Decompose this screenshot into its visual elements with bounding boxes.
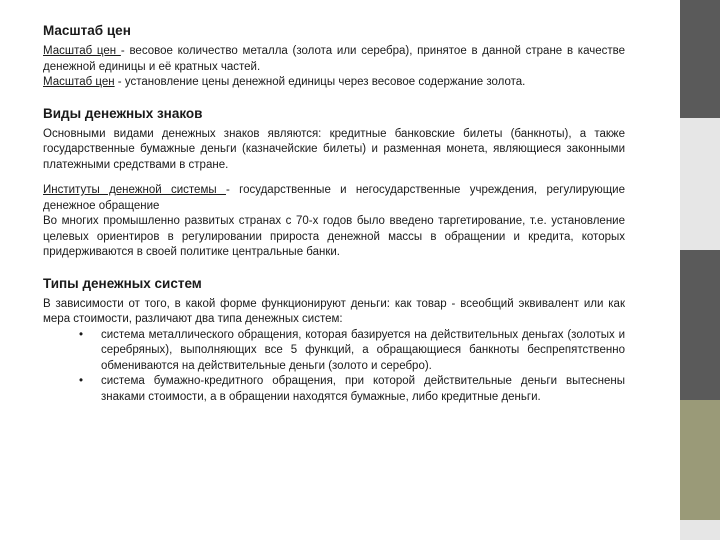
text-price-scale-definition: - весовое количество металла (золота или серебра), принятое в данной стране в качестве денежной единицы и её кратных частей. (43, 45, 625, 73)
slide-content (43, 22, 625, 405)
paragraph-monetary-institutions (43, 183, 625, 214)
monetary-systems-list (43, 328, 625, 406)
term-price-scale-2: Масштаб цен (43, 76, 115, 88)
list-item-text: система металлического обращения, которая базируется на действительных деньгах (золотых и серебряных), выполняющих все 5 функций, а обращающиеся банкноты беспрепятственно обмениваются на действительные деньги (золото и серебро). (101, 328, 625, 372)
spacer (43, 261, 625, 275)
decorative-sidebar (680, 0, 720, 540)
text-price-scale-setting: - установление цены денежной единицы через весовое содержание золота. (114, 76, 526, 88)
sidebar-dark-block (680, 250, 720, 400)
heading-monetary-system-types: Типы денежных систем (43, 275, 202, 291)
term-price-scale: Масштаб цен (43, 45, 121, 57)
list-item-text: система бумажно-кредитного обращения, при которой действительные деньги вытеснены знаками стоимости, а в обращении находятся бумажные, либо кредитные деньги. (101, 375, 625, 403)
list-item (79, 374, 625, 405)
sidebar-dark-block (680, 0, 720, 118)
term-monetary-institutions: Институты денежной системы (43, 184, 226, 196)
bullet-icon: • (79, 375, 84, 387)
list-item (79, 328, 625, 375)
spacer (43, 173, 625, 183)
paragraph-targeting: Во многих промышленно развитых странах с 70-х годов было введено таргетирование, т.е. установление целевых ориентиров в регулировании прироста денежной массы в обращении и кредита, которых придерживаются в своей политике центральные банки. (43, 215, 625, 258)
heading-price-scale: Масштаб цен (43, 23, 131, 38)
paragraph-price-scale-setting (43, 75, 625, 91)
bullet-icon: • (79, 328, 84, 341)
text-monetary-institutions: - государственные и негосударственные учреждения, регулирующие денежное обращение (43, 184, 626, 212)
paragraph-price-scale-definition (43, 44, 625, 75)
sidebar-accent-block (680, 400, 720, 520)
paragraph-money-types: Основными видами денежных знаков являются: кредитные банковские билеты (банкноты), а также государственные бумажные деньги (казначейские билеты) и разменная монета, являющиеся законными платежными средствами в стране. (43, 127, 625, 171)
paragraph-monetary-systems-intro: В зависимости от того, в какой форме функционируют деньги: как товар - всеобщий эквивалент или как мера стоимости, различают два типа денежных систем: (43, 297, 625, 325)
spacer (43, 91, 625, 105)
heading-money-types: Виды денежных знаков (43, 105, 203, 121)
